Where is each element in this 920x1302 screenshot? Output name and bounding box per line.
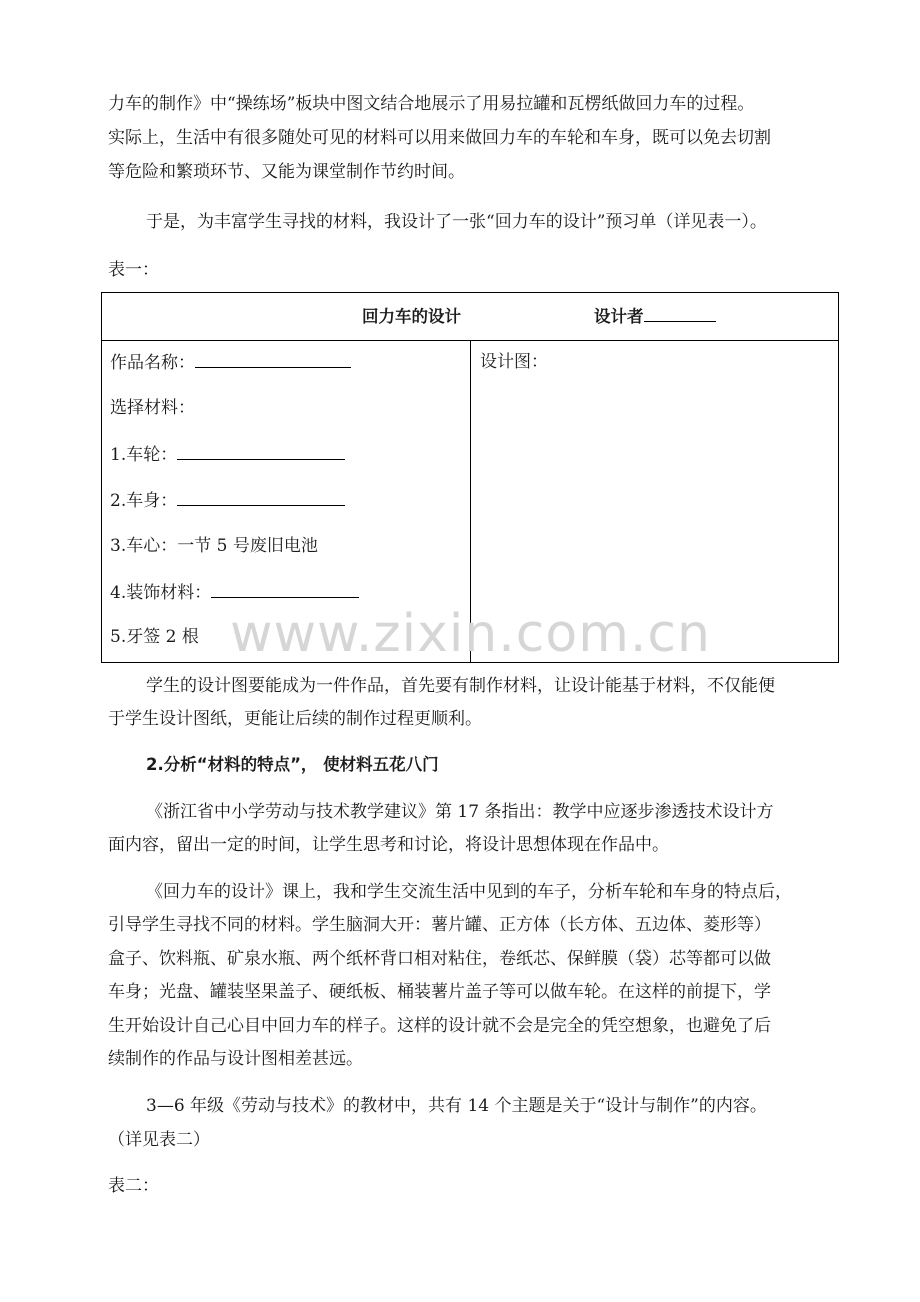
paragraph-line: 盒子、饮料瓶、矿泉水瓶、两个纸杯背口相对粘住，卷纸芯、保鲜膜（袋）芯等都可以做 [108,949,771,969]
paragraph-line: 学生的设计图要能成为一件作品，首先要有制作材料，让设计能基于材料，不仅能便 [146,676,775,696]
paragraph-line: 《浙江省中小学劳动与技术教学建议》第 17 条指出：教学中应逐步渗透技术设计方 [146,802,774,822]
design-drawing-label: 设计图： [480,352,548,372]
paragraph-line: 续制作的作品与设计图相差甚远。 [108,1049,363,1069]
paragraph-line: 于是，为丰富学生寻找的材料，我设计了一张“回力车的设计”预习单（详见表一）。 [146,212,767,232]
decoration-label: 4.装饰材料： [110,583,212,603]
wheel-field [110,441,345,468]
body-blank [177,487,345,506]
table-caption: 表二： [108,1176,159,1196]
decoration-blank [211,579,359,598]
work-name-field [110,349,351,376]
table-header [102,293,838,341]
paragraph-line: 等危险和繁琐环节、又能为课堂制作节约时间。 [108,162,465,182]
paragraph-line: （详见表二） [108,1130,210,1150]
body-field [110,487,345,514]
table-title: 回力车的设计 [362,307,461,326]
core-item: 3.车心：一节 5 号废旧电池 [110,536,318,556]
toothpick-item: 5.牙签 2 根 [110,627,199,647]
work-name-blank [195,349,351,368]
body-label: 2.车身： [110,491,178,511]
wheel-label: 1.车轮： [110,445,178,465]
section-heading: 2.分析“材料的特点”， 使材料五花八门 [146,755,439,774]
designer-field [594,303,716,327]
paragraph-line: 引导学生寻找不同的材料。学生脑洞大开：薯片罐、正方体（长方体、五边体、菱形等） [108,915,771,935]
paragraph-line: 力车的制作》中“操练场”板块中图文结合地展示了用易拉罐和瓦楞纸做回力车的过程。 [108,94,755,114]
materials-label: 选择材料： [110,398,195,418]
table-caption: 表一： [108,260,159,280]
wheel-blank [177,441,345,460]
work-name-label: 作品名称： [110,353,195,373]
paragraph-line: 《回力车的设计》课上，我和学生交流生活中见到的车子，分析车轮和车身的特点后， [146,882,792,902]
paragraph-line: 实际上，生活中有很多随处可见的材料可以用来做回力车的车轮和车身，既可以免去切割 [108,128,771,148]
decoration-field [110,579,359,606]
paragraph-line: 生开始设计自己心目中回力车的样子。这样的设计就不会是完全的凭空想象，也避免了后 [108,1016,771,1036]
designer-label: 设计者 [594,307,644,326]
paragraph-line: 于学生设计图纸，更能让后续的制作过程更顺利。 [108,709,482,729]
paragraph-line: 3—6 年级《劳动与技术》的教材中，共有 14 个主题是关于“设计与制作”的内容。 [146,1096,767,1116]
paragraph-line: 车身；光盘、罐装坚果盖子、硬纸板、桶装薯片盖子等可以做车轮。在这样的前提下，学 [108,982,771,1002]
designer-blank [644,303,716,322]
paragraph-line: 面内容，留出一定的时间，让学生思考和讨论，将设计思想体现在作品中。 [108,835,669,855]
watermark: www.zixin.com.cn [230,604,711,664]
